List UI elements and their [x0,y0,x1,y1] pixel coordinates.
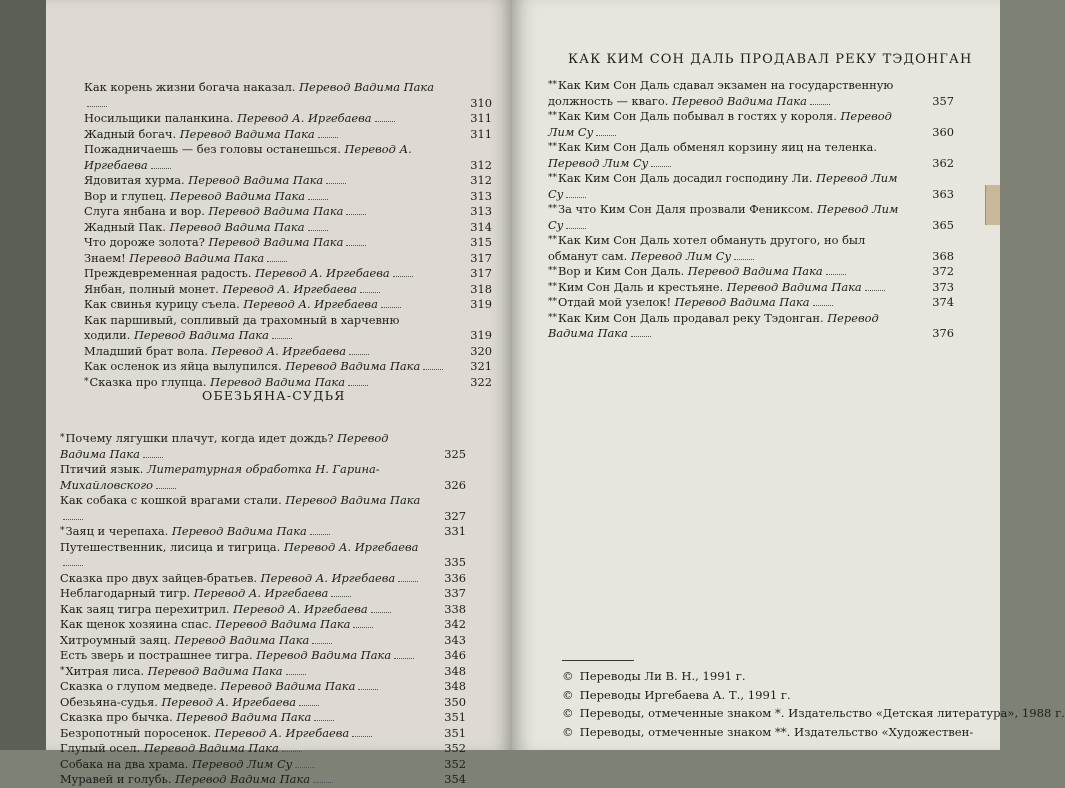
dot-leader [312,643,332,644]
toc-entry-page: 327 [444,508,466,523]
toc-entry-translator: Перевод Вадима Пака [220,679,356,693]
toc-entry-title: Как заяц тигра перехитрил. [60,601,230,616]
toc-entry-page: 372 [932,264,954,278]
toc-list-bottom [60,431,466,788]
toc-entry-translator: Перевод Лим Су [630,248,732,263]
toc-entry-translator: Перевод А. Иргебаева [260,570,396,585]
toc-entry-page: 335 [444,555,466,569]
toc-entry-page: 310 [470,95,492,110]
toc-entry-translator: Перевод Вадима Пака [210,374,346,389]
toc-entry-translator: Перевод Вадима Пака [133,328,269,342]
toc-entry [84,235,492,251]
dot-leader [566,197,586,198]
toc-entry [548,109,954,140]
toc-entry-page: 348 [444,663,466,678]
toc-entry-title: Глупый осел. [60,741,141,755]
toc-entry-title: Путешественник, лисица и тигрица. [60,539,281,554]
toc-entry-title: Преждевременная радость. [84,266,252,280]
dot-leader [318,137,338,138]
toc-entry-translator: Перевод Лим Су [548,202,899,232]
toc-entry [84,313,492,344]
dot-leader [865,290,885,291]
toc-entry-title: Собака на два храма. [60,756,189,771]
toc-entry-title: Почему лягушки плачут, когда идет дождь? [65,431,334,445]
toc-entry-title: Ядовитая хурма. [84,173,185,187]
toc-entry-translator: Перевод Вадима Пака [256,648,392,662]
toc-entry [84,220,492,236]
toc-entry [60,664,466,680]
footnote-text: Переводы Иргебаева А. Т., 1991 г. [579,687,791,702]
toc-entry-title: Неблагодарный тигр. [60,586,191,600]
dot-leader [63,565,83,566]
toc-entry-page: 343 [444,632,466,647]
dot-leader [286,674,306,675]
dot-leader [346,214,366,215]
toc-entry-title: Как свинья курицу съела. [84,297,240,311]
toc-entry-translator: Перевод А. Иргебаева [283,539,419,554]
toc-entry-title: Хитрая лиса. [65,663,145,678]
footnote-marker: * [60,526,65,536]
dot-leader [346,245,366,246]
toc-entry-title: Вор и Ким Сон Даль. [558,264,685,278]
dot-leader [352,736,372,737]
toc-entry-page: 318 [470,281,492,296]
footnote-marker: ** [548,281,557,292]
footnote-line [562,704,1065,723]
dot-leader [313,782,333,783]
toc-entry-title: Безропотный поросенок. [60,725,212,740]
copyright-symbol: © [562,724,574,739]
toc-entry-title: Отдай мой узелок! [558,295,672,309]
toc-entry-title: Как Ким Сон Даль досадил господину Ли. [558,171,813,185]
toc-entry-page: 373 [932,279,954,294]
footnote-marker: ** [548,111,557,121]
footnote-marker: * [84,376,89,387]
toc-entry-title: Птичий язык. [60,462,144,476]
toc-entry [84,142,492,173]
toc-entry [548,171,954,202]
toc-entry-page: 348 [444,679,466,693]
toc-entry-title: Сказка про глупца. [89,374,207,389]
toc-entry-title: За что Ким Сон Даля прозвали Фениксом. [558,202,814,216]
toc-entry [84,80,492,111]
toc-entry-translator: Перевод Вадима Пака [208,235,344,249]
toc-entry-page: 354 [444,772,466,786]
toc-entry-title: Жадный Пак. [84,219,166,234]
toc-entry [60,524,466,540]
dot-leader [353,627,373,628]
toc-entry-page: 352 [444,756,466,771]
toc-entry [548,78,954,109]
dot-leader [371,612,391,613]
toc-entry-translator: Перевод Вадима Пака [60,431,389,461]
background-surface [0,0,46,750]
toc-entry-translator: Перевод Вадима Пака [299,80,434,94]
running-head: КАК КИМ СОН ДАЛЬ ПРОДАВАЛ РЕКУ ТЭДОНГАН [568,52,973,67]
toc-entry-translator: Перевод Вадима Пака [174,632,310,647]
toc-entry [60,772,466,788]
toc-entry-page: 317 [470,266,492,280]
toc-entry [60,633,466,649]
toc-entry-translator: Перевод Вадима Пака [171,524,307,538]
toc-entry-page: 342 [444,617,466,631]
toc-entry-translator: Перевод Лим Су [192,756,293,771]
dot-leader [826,274,846,275]
toc-entry-translator: Перевод А. Иргебаева [211,343,347,358]
toc-entry-title: Младший брат вола. [84,343,208,358]
toc-entry-title: Как собака с кошкой врагами стали. [60,493,282,507]
toc-entry-page: 315 [470,235,492,249]
toc-entry [84,344,492,360]
toc-entry-title: Как Ким Сон Даль сдавал экзамен на государственную должность — кваго. [548,78,894,108]
toc-entry-page: 313 [470,188,492,203]
toc-entry-translator: Перевод Лим Су [548,155,649,170]
toc-entry-title: Слуга янбана и вор. [84,204,205,218]
toc-entry-title: Как Ким Сон Даль побывал в гостях у короля. [558,109,837,123]
toc-entry-translator: Перевод А. Иргебаева [222,281,357,296]
toc-entry [548,264,954,280]
toc-entry-translator: Перевод Вадима Пака [285,359,421,373]
dot-leader [398,581,418,582]
toc-entry-translator: Перевод Вадима Пака [208,204,344,218]
toc-entry-translator: Перевод Вадима Пака [170,188,306,203]
toc-entry-page: 325 [444,446,466,461]
dot-leader [308,230,328,231]
toc-entry [60,602,466,618]
toc-entry-translator: Перевод А. Иргебаева [214,725,350,740]
toc-entry [84,111,492,127]
toc-entry-title: Как паршивый, сопливый да трахомный в харчевню ходили. [84,312,400,342]
toc-entry-page: 321 [470,359,492,373]
toc-entry-page: 363 [932,186,954,201]
footnote-text: Переводы Ли В. Н., 1991 г. [579,669,746,683]
toc-entry-page: 368 [932,248,954,263]
toc-entry-page: 365 [932,217,954,232]
dot-leader [348,385,368,386]
toc-entry-translator: Перевод Лим Су [548,109,892,139]
toc-entry-title: Пожадничаешь — без головы останешься. [84,142,341,156]
toc-entry-title: Как Ким Сон Даль продавал реку Тэдонган. [558,310,824,325]
toc-entry [60,431,466,462]
footnote-line [562,667,992,686]
footnote-marker: ** [548,312,557,323]
toc-entry-translator: Перевод Лим Су [548,171,898,201]
toc-entry [60,695,466,711]
dot-leader [360,292,380,293]
footnote-line [562,686,992,705]
toc-entry-title: Как Ким Сон Даль обменял корзину яиц на теленка. [558,140,877,154]
toc-entry-translator: Перевод Вадима Пака [147,663,283,678]
section-title: ОБЕЗЬЯНА-СУДЬЯ [202,388,346,403]
toc-entry-title: Как корень жизни богача наказал. [84,80,296,94]
dot-leader [393,276,413,277]
toc-entry-page: 317 [470,250,492,265]
copyright-symbol: © [562,669,574,683]
toc-entry [60,710,466,726]
toc-entry-title: Сказка про бычка. [60,710,173,724]
footnote-rule [562,660,634,661]
dot-leader [566,228,586,229]
dot-leader [358,689,378,690]
dot-leader [596,135,616,136]
toc-entry [84,173,492,189]
toc-entry [60,571,466,587]
toc-entry-page: 312 [470,157,492,172]
right-page [512,0,1000,750]
toc-entry-translator: Перевод А. Иргебаева [243,297,378,311]
toc-entry-page: 313 [470,204,492,218]
toc-entry [60,648,466,664]
toc-entry-page: 360 [932,124,954,139]
toc-entry-page: 352 [444,741,466,755]
toc-entry [60,617,466,633]
toc-entry-title: Знаем! [84,250,126,265]
dot-leader [813,305,833,306]
toc-entry-page: 320 [470,343,492,358]
toc-list-right [548,78,954,342]
dot-leader [156,488,176,489]
footnote-marker: ** [548,266,557,276]
toc-entry [84,251,492,267]
toc-entry-title: Как осленок из яйца вылупился. [84,359,282,373]
toc-entry [84,127,492,143]
dot-leader [295,767,315,768]
toc-entry-translator: Перевод Вадима Пака [169,219,305,234]
toc-entry-page: 376 [932,326,954,340]
footnote-marker: * [60,665,65,676]
dot-leader [63,519,83,520]
toc-entry-translator: Перевод А. Иргебаева [237,111,372,125]
toc-entry-page: 319 [470,297,492,311]
dot-leader [651,166,671,167]
toc-entry [548,295,954,311]
footnote-marker: ** [548,142,557,152]
toc-entry [84,204,492,220]
toc-entry-page: 312 [470,173,492,187]
dot-leader [310,534,330,535]
toc-entry-translator: Перевод Вадима Пака [726,279,862,294]
toc-entry [548,140,954,171]
footnote-marker: ** [548,80,557,90]
dot-leader [267,261,287,262]
toc-entry-translator: Перевод А. Иргебаева [255,266,390,280]
toc-entry-title: Обезьяна-судья. [60,694,158,709]
toc-entry [60,493,466,524]
dot-leader [331,596,351,597]
toc-entry-page: 319 [470,328,492,342]
dot-leader [423,369,443,370]
footnote-marker: ** [548,173,557,183]
toc-entry [60,586,466,602]
toc-list-top [84,80,492,390]
footnote-marker: ** [548,235,557,245]
toc-entry [548,311,954,342]
dot-leader [87,106,107,107]
dot-leader [394,658,414,659]
toc-entry-title: Носильщики паланкина. [84,111,234,125]
toc-entry-translator: Перевод А. Иргебаева [233,601,368,616]
toc-entry-translator: Перевод Вадима Пака [674,295,810,309]
toc-entry-title: Сказка про двух зайцев-братьев. [60,570,258,585]
dot-leader [631,336,651,337]
toc-entry-title: Хитроумный заяц. [60,632,171,647]
adjacent-book-edge [985,185,1000,225]
toc-entry [84,282,492,298]
toc-entry-title: Как щенок хозяина спас. [60,617,212,631]
footnote-line [562,723,992,742]
dot-leader [282,751,302,752]
toc-entry-title: Есть зверь и пострашнее тигра. [60,648,253,662]
toc-entry-page: 311 [470,126,492,141]
toc-entry-title: Янбан, полный монет. [84,281,219,296]
toc-entry-translator: Перевод А. Иргебаева [84,142,412,172]
dot-leader [326,183,346,184]
toc-entry-page: 362 [932,155,954,170]
toc-entry-page: 351 [444,710,466,724]
toc-entry [60,741,466,757]
dot-leader [734,259,754,260]
toc-entry [548,280,954,296]
toc-entry-page: 331 [444,524,466,538]
dot-leader [143,457,163,458]
toc-entry-page: 346 [444,648,466,662]
toc-entry-page: 374 [932,295,954,309]
footnote-marker: * [60,433,65,443]
toc-entry-translator: Перевод Вадима Пака [143,741,279,755]
dot-leader [810,104,830,105]
footnote-marker: ** [548,204,557,214]
toc-entry-title: Заяц и черепаха. [65,524,169,538]
toc-entry-translator: Перевод Вадима Пака [215,617,351,631]
toc-entry-title: Вор и глупец. [84,188,167,203]
toc-entry-translator: Перевод Вадима Пака [548,310,879,340]
dot-leader [349,354,369,355]
toc-entry-page: 311 [470,111,492,125]
copyright-symbol: © [562,687,574,702]
footnote-text: Переводы, отмеченные знаком *. Издательство «Детская литература», 1988 г. [579,706,1065,720]
toc-entry-page: 336 [444,570,466,585]
toc-entry-page: 338 [444,601,466,616]
toc-entry [60,462,466,493]
toc-entry-translator: Перевод А. Иргебаева [193,586,329,600]
toc-entry [60,679,466,695]
toc-entry-title: Сказка о глупом медведе. [60,679,217,693]
toc-entry [84,189,492,205]
footnotes [562,667,1065,741]
toc-entry-translator: Перевод Вадима Пака [129,250,265,265]
toc-entry-page: 357 [932,93,954,108]
footnote-text: Переводы, отмеченные знаком **. Издательство «Художествен- [579,724,974,739]
toc-entry-page: 314 [470,219,492,234]
toc-entry [84,297,492,313]
left-page [46,0,512,786]
toc-entry-page: 337 [444,586,466,600]
dot-leader [375,121,395,122]
dot-leader [151,168,171,169]
toc-entry [60,540,466,571]
toc-entry-translator: Перевод Вадима Пака [175,772,311,786]
toc-entry [548,202,954,233]
toc-entry-page: 350 [444,694,466,709]
dot-leader [381,307,401,308]
dot-leader [308,199,328,200]
toc-entry-translator: Перевод Вадима Пака [687,264,823,278]
toc-entry-title: Муравей и голубь. [60,772,172,786]
toc-entry-page: 322 [470,374,492,389]
toc-entry [60,726,466,742]
toc-entry-translator: Перевод Вадима Пака [176,710,312,724]
toc-entry-translator: Перевод Вадима Пака [671,93,807,108]
toc-entry-translator: Литературная обработка Н. Гарина-Михайловского [60,462,380,492]
toc-entry-title: Что дороже золота? [84,235,205,249]
dot-leader [314,720,334,721]
toc-entry [84,266,492,282]
copyright-symbol: © [562,706,574,720]
toc-entry-title: Ким Сон Даль и крестьяне. [558,279,724,294]
toc-entry-page: 351 [444,725,466,740]
footnote-marker: ** [548,297,557,307]
toc-entry-translator: Перевод Вадима Пака [285,493,421,507]
toc-entry-translator: Перевод А. Иргебаева [161,694,297,709]
toc-entry-translator: Перевод Вадима Пака [188,173,324,187]
dot-leader [299,705,319,706]
toc-entry-title: Жадный богач. [84,126,177,141]
toc-entry [548,233,954,264]
toc-entry [60,757,466,773]
toc-entry [84,359,492,375]
toc-entry-title: Как Ким Сон Даль хотел обмануть другого, но был обманут сам. [548,233,866,263]
dot-leader [272,338,292,339]
toc-entry-translator: Перевод Вадима Пака [179,126,315,141]
toc-entry-page: 326 [444,477,466,492]
